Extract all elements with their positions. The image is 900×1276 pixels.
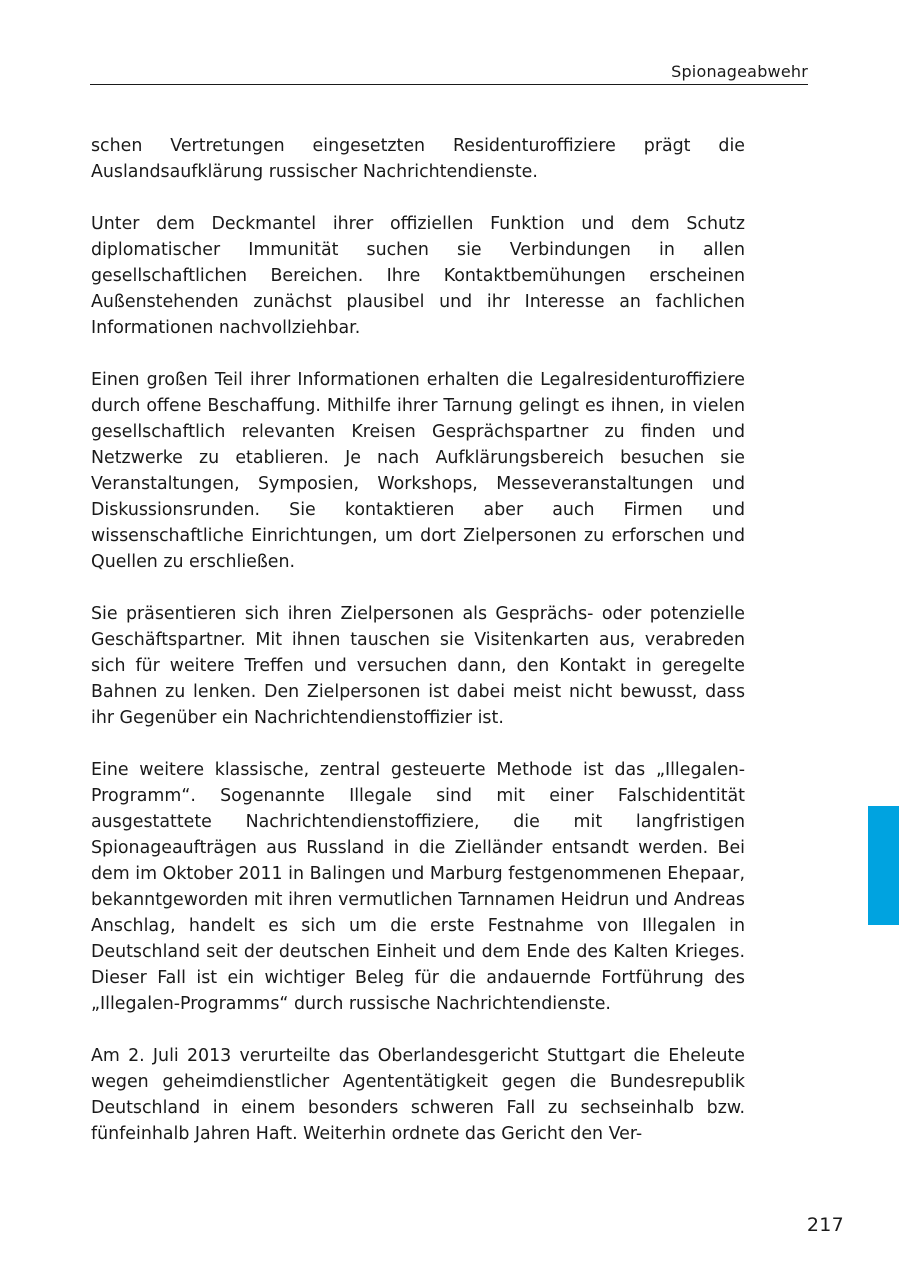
paragraph-2: Unter dem Deckmantel ihrer offiziellen Funktion und dem Schutz diplomatischer Immunität suchen sie Verbindungen in allen gesellschaftlichen Bereichen. Ihre Kontaktbemühungen erscheinen Außenstehenden zunächst plausibel und ihr Interesse an fachlichen Informationen nachvollziehbar.: [91, 214, 745, 338]
paragraph-4: Sie präsentieren sich ihren Zielpersonen als Gesprächs- oder potenzielle Geschäftspartner. Mit ihnen tauschen sie Visitenkarten aus, verabreden sich für weitere Treffen und versuchen dann, den Kontakt in geregelte Bahnen zu lenken. Den Zielpersonen ist dabei meist nicht bewusst, dass ihr Gegenüber ein Nachrichtendienstoffizier ist.: [91, 604, 745, 728]
paragraph-3: Einen großen Teil ihrer Informationen erhalten die Legalresidenturoffiziere durch offene Beschaffung. Mithilfe ihrer Tarnung gelingt es ihnen, in vielen gesellschaftlich relevanten Kreisen Gesprächspartner zu finden und Netzwerke zu etablieren. Je nach Aufklärungsbereich besuchen sie Veranstaltungen, Symposien, Workshops, Messeveranstaltungen und Diskussionsrunden. Sie kontaktieren aber auch Firmen und wissenschaftliche Einrichtungen, um dort Zielpersonen zu erforschen und Quellen zu erschließen.: [91, 370, 745, 572]
running-header: [90, 60, 808, 85]
chapter-thumb-tab: [868, 806, 899, 925]
paragraph-5: Eine weitere klassische, zentral gesteuerte Methode ist das „Illegalen-Programm“. Sogenannte Illegale sind mit einer Falschidentität ausgestattete Nachrichtendienstoffiziere, die mit langfristigen Spionageaufträgen aus Russland in die Zielländer entsandt werden. Bei dem im Oktober 2011 in Balingen und Marburg festgenommenen Ehepaar, bekanntgeworden mit ihren vermutlichen Tarnnamen Heidrun und Andreas Anschlag, handelt es sich um die erste Festnahme von Illegalen in Deutschland seit der deutschen Einheit und dem Ende des Kalten Krieges. Dieser Fall ist ein wichtiger Beleg für die andauernde Fortführung des „Illegalen-Programms“ durch russische Nachrichtendienste.: [91, 760, 745, 1014]
running-title: Spionageabwehr: [671, 62, 808, 81]
body-text: [91, 133, 745, 1173]
page-number: 217: [806, 1214, 844, 1236]
paragraph-1: schen Vertretungen eingesetzten Residenturoffiziere prägt die Auslandsaufklärung russischer Nachrichtendienste.: [91, 136, 745, 182]
paragraph-6: Am 2. Juli 2013 verurteilte das Oberlandesgericht Stuttgart die Eheleute wegen geheimdienstlicher Agententätigkeit gegen die Bundesrepublik Deutschland in einem besonders schweren Fall zu sechseinhalb bzw. fünfeinhalb Jahren Haft. Weiterhin ordnete das Gericht den Ver-: [91, 1046, 745, 1144]
